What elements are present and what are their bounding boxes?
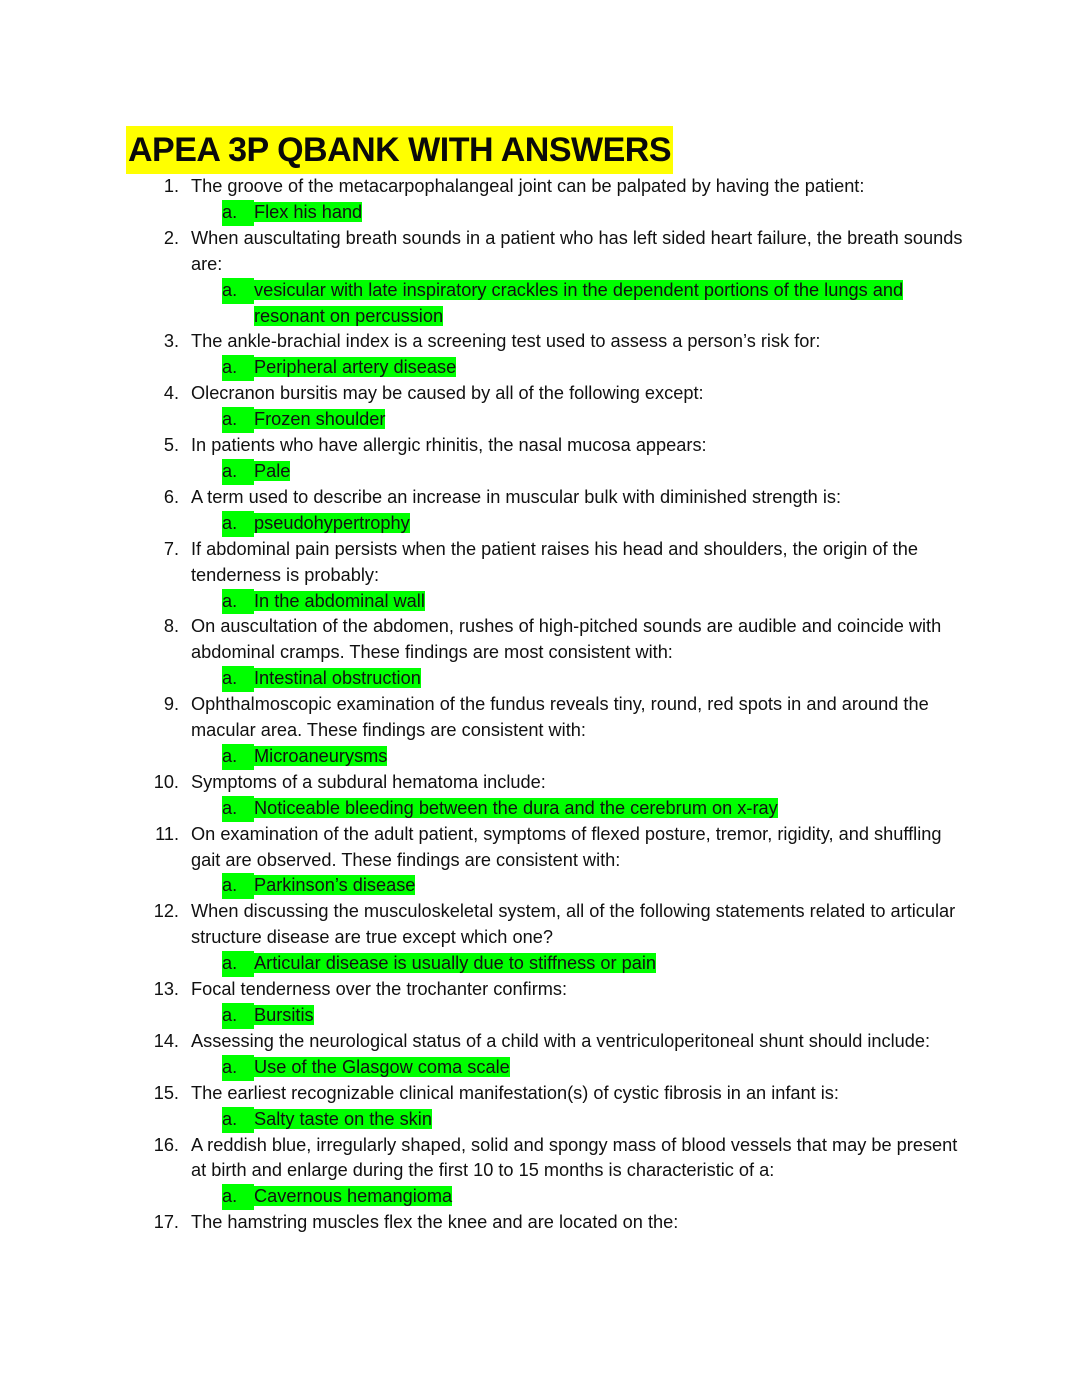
question-text: A term used to describe an increase in muscular bulk with diminished strength is:	[191, 486, 842, 507]
question-item	[150, 433, 970, 485]
answer-option	[222, 1003, 970, 1029]
answer-letter: a.	[222, 796, 254, 822]
question-number: 3.	[163, 331, 179, 352]
question-text: In patients who have allergic rhinitis, the nasal mucosa appears:	[191, 435, 707, 456]
question-item	[150, 899, 970, 977]
question-item	[150, 692, 970, 770]
question-number: 2.	[163, 227, 179, 248]
question-number: 10.	[153, 771, 179, 792]
answer-option	[222, 459, 970, 485]
question-number: 6.	[163, 486, 179, 507]
answer-letter: a.	[222, 407, 254, 433]
highlighted-answer-text: Intestinal obstruction	[254, 668, 421, 689]
highlighted-answer-text: vesicular with late inspiratory crackles in the dependent portions of the lungs and resonant on percussion	[254, 279, 904, 326]
question-text: Focal tenderness over the trochanter confirms:	[191, 979, 568, 1000]
question-number: 11.	[155, 823, 179, 844]
answer-letter: a.	[222, 1107, 254, 1133]
answer-letter: a.	[222, 1003, 254, 1029]
answer-letter: a.	[222, 666, 254, 692]
highlighted-answer-text: Salty taste on the skin	[254, 1108, 432, 1129]
question-item	[150, 614, 970, 692]
highlighted-answer-text: pseudohypertrophy	[254, 512, 410, 533]
question-item	[150, 1029, 970, 1081]
highlighted-answer-text: Flex his hand	[254, 201, 363, 222]
highlighted-answer-text: Cavernous hemangioma	[254, 1186, 453, 1207]
question-text: The ankle-brachial index is a screening test used to assess a person’s risk for:	[191, 331, 821, 352]
highlighted-answer-text: In the abdominal wall	[254, 590, 425, 611]
question-number: 7.	[163, 538, 179, 559]
answer-option	[222, 278, 970, 330]
question-number: 15.	[153, 1082, 179, 1103]
answer-option	[222, 873, 970, 899]
answer-option	[222, 200, 970, 226]
question-item	[150, 1210, 970, 1236]
question-number: 1.	[163, 176, 179, 196]
question-text: When discussing the musculoskeletal system, all of the following statements related to articular structure disease are true except which one?	[191, 901, 956, 948]
question-number: 17.	[153, 1212, 179, 1233]
question-item	[150, 174, 970, 226]
answer-option	[222, 407, 970, 433]
answer-letter: a.	[222, 200, 254, 226]
title-block	[126, 126, 673, 174]
question-number: 16.	[153, 1134, 179, 1155]
question-list	[150, 174, 970, 1236]
highlighted-answer-text: Peripheral artery disease	[254, 357, 457, 378]
question-text: The hamstring muscles flex the knee and are located on the:	[191, 1212, 679, 1233]
answer-option	[222, 1107, 970, 1133]
answer-option	[222, 355, 970, 381]
answer-option	[222, 796, 970, 822]
question-number: 4.	[163, 383, 179, 404]
question-number: 8.	[163, 616, 179, 637]
answer-letter: a.	[222, 744, 254, 770]
question-text: The earliest recognizable clinical manifestation(s) of cystic fibrosis in an infant is:	[191, 1082, 839, 1103]
answer-letter: a.	[222, 355, 254, 381]
question-item	[150, 329, 970, 381]
question-text: On examination of the adult patient, symptoms of flexed posture, tremor, rigidity, and shuffling gait are observed. These findings are consistent with:	[191, 823, 942, 870]
highlighted-answer-text: Bursitis	[254, 1005, 314, 1025]
answer-letter: a.	[222, 1184, 254, 1210]
question-number: 9.	[163, 694, 179, 715]
question-text: If abdominal pain persists when the patient raises his head and shoulders, the origin of the tenderness is probably:	[191, 538, 918, 585]
answer-letter: a.	[222, 511, 254, 537]
question-item	[150, 977, 970, 1029]
question-text: A reddish blue, irregularly shaped, solid and spongy mass of blood vessels that may be present at birth and enlarge during the first 10 to 15 months is characteristic of a:	[191, 1134, 958, 1181]
answer-letter: a.	[222, 873, 254, 899]
answer-letter: a.	[222, 951, 254, 977]
question-text: The groove of the metacarpophalangeal joint can be palpated by having the patient:	[191, 176, 865, 196]
highlighted-answer-text: Frozen shoulder	[254, 409, 386, 430]
question-item	[150, 1081, 970, 1133]
answer-option	[222, 951, 970, 977]
question-text: Ophthalmoscopic examination of the fundus reveals tiny, round, red spots in and around the macular area. These findings are consistent with:	[191, 694, 929, 741]
question-item	[150, 770, 970, 822]
question-number: 5.	[163, 435, 179, 456]
question-text: Olecranon bursitis may be caused by all of the following except:	[191, 383, 704, 404]
question-text: On auscultation of the abdomen, rushes of high-pitched sounds are audible and coincide with abdominal cramps. These findings are most consistent with:	[191, 616, 942, 663]
question-item	[150, 1133, 970, 1211]
question-item	[150, 822, 970, 900]
question-item	[150, 381, 970, 433]
question-text: When auscultating breath sounds in a patient who has left sided heart failure, the breath sounds are:	[191, 227, 963, 274]
answer-option	[222, 511, 970, 537]
answer-letter: a.	[222, 1055, 254, 1081]
question-item	[150, 537, 970, 615]
answer-letter: a.	[222, 589, 254, 615]
question-number: 13.	[153, 979, 179, 1000]
answer-option	[222, 589, 970, 615]
highlighted-answer-text: Noticeable bleeding between the dura and the cerebrum on x-ray	[254, 797, 778, 818]
highlighted-answer-text: Microaneurysms	[254, 745, 388, 766]
question-number: 14.	[153, 1030, 179, 1051]
answer-option	[222, 666, 970, 692]
highlighted-answer-text: Parkinson’s disease	[254, 875, 416, 896]
answer-option	[222, 744, 970, 770]
question-text: Assessing the neurological status of a child with a ventriculoperitoneal shunt should include:	[191, 1030, 931, 1051]
answer-letter: a.	[222, 278, 254, 304]
highlighted-answer-text: Articular disease is usually due to stiffness or pain	[254, 953, 657, 974]
answer-option	[222, 1055, 970, 1081]
question-number: 12.	[153, 901, 179, 922]
question-text: Symptoms of a subdural hematoma include:	[191, 771, 546, 792]
question-item	[150, 226, 970, 330]
document-title: APEA 3P QBANK WITH ANSWERS	[126, 126, 673, 174]
question-item	[150, 485, 970, 537]
answer-option	[222, 1184, 970, 1210]
highlighted-answer-text: Use of the Glasgow coma scale	[254, 1056, 510, 1077]
answer-letter: a.	[222, 459, 254, 485]
highlighted-answer-text: Pale	[254, 460, 291, 481]
